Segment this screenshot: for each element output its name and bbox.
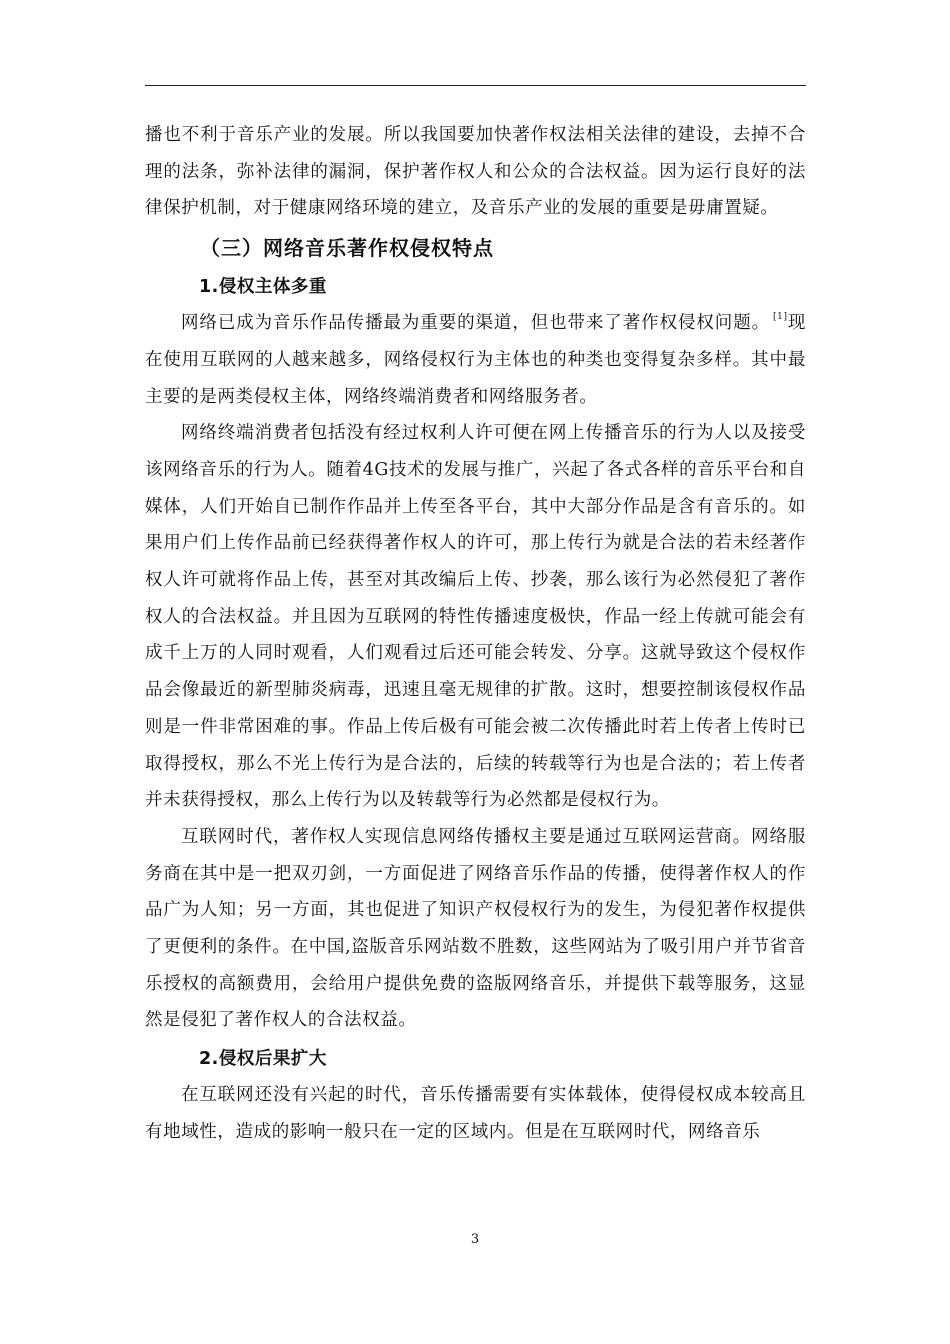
page-body xyxy=(145,117,806,1151)
subsection-1-heading: 1.侵权主体多重 xyxy=(199,277,327,298)
header-rule xyxy=(145,85,806,86)
subsection-2-paragraph-1: 在互联网还没有兴起的时代，音乐传播需要有实体载体，使得侵权成本较高且有地域性，造成的影响一般只在一定的区域内。但是在互联网时代，网络音乐 xyxy=(145,1085,806,1142)
paragraph-text-continued: 现在使用互联网的人越来越多，网络侵权行为主体也的种类也变得复杂多样。其中最主要的是两类侵权主体，网络终端消费者和网络服务者。 xyxy=(145,313,806,407)
paragraph-continuation: 播也不利于音乐产业的发展。所以我国要加快著作权法相关法律的建设，去掉不合理的法条，弥补法律的漏洞，保护著作权人和公众的合法权益。因为运行良好的法律保护机制，对于健康网络环境的建立，及音乐产业的发展的重要是毋庸置疑。 xyxy=(145,125,806,219)
subsection-2-heading: 2.侵权后果扩大 xyxy=(199,1049,327,1070)
citation-marker[interactable]: [1] xyxy=(773,312,788,323)
section-heading: （三）网络音乐著作权侵权特点 xyxy=(200,236,494,261)
paragraph-text: 网络已成为音乐作品传播最为重要的渠道，但也带来了著作权侵权问题。 xyxy=(181,313,771,334)
subsection-1-paragraph-3: 互联网时代，著作权人实现信息网络传播权主要是通过互联网运营商。网络服务商在其中是一把双刃剑，一方面促进了网络音乐作品的传播，使得著作权人的作品广为人知；另一方面，其也促进了知识产权侵权行为的发生，为侵犯著作权提供了更便利的条件。在中国,盗版音乐网站数不胜数，这些网站为了吸引用户并节省音乐授权的高额费用，会给用户提供免费的盗版网络音乐，并提供下载等服务，这显然是侵犯了著作权人的合法权益。 xyxy=(145,826,806,1031)
page-number: 3 xyxy=(470,1232,480,1247)
subsection-1-paragraph-1 xyxy=(145,305,806,415)
subsection-1-paragraph-2: 网络终端消费者包括没有经过权利人许可便在网上传播音乐的行为人以及接受该网络音乐的行为人。随着4G技术的发展与推广，兴起了各式各样的音乐平台和自媒体，人们开始自已制作作品并上传至各平台，其中大部分作品是含有音乐的。如果用户们上传作品前已经获得著作权人的许可，那上传行为就是合法的若未经著作权人许可就将作品上传，甚至对其改编后上传、抄袭，那么该行为必然侵犯了著作权人的合法权益。并且因为互联网的特性传播速度极快，作品一经上传就可能会有成千上万的人同时观看，人们观看过后还可能会转发、分享。这就导致这个侵权作品会像最近的新型肺炎病毒，迅速且毫无规律的扩散。这时，想要控制该侵权作品则是一件非常困难的事。作品上传后极有可能会被二次传播此时若上传者上传时已取得授权，那么不光上传行为是合法的，后续的转载等行为也是合法的；若上传者并未获得授权，那么上传行为以及转载等行为必然都是侵权行为。 xyxy=(145,423,806,811)
